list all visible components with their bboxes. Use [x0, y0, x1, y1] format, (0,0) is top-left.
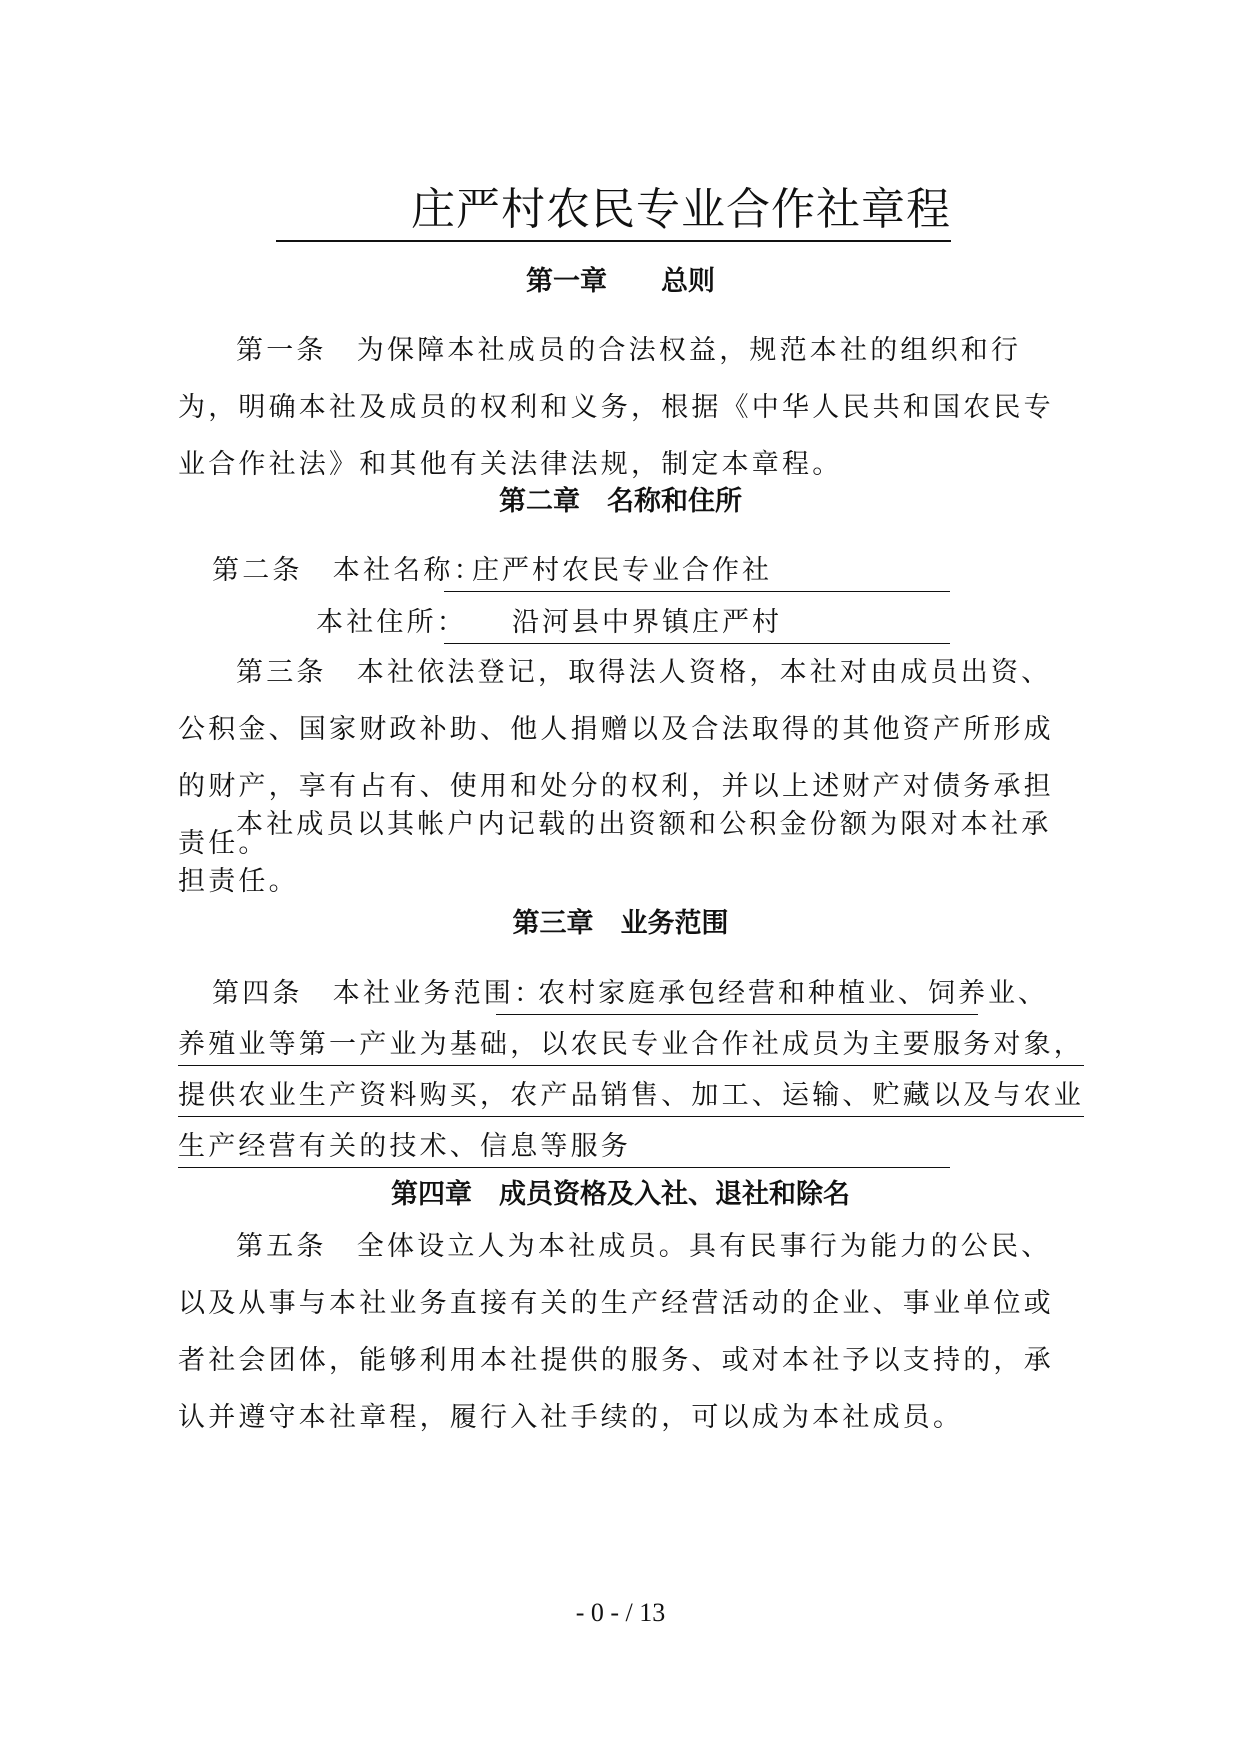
chapter-1-heading: 第一章 总则 [526, 266, 715, 297]
scope-line-1-text: 农村家庭承包经营和种植业、饲养业、 [538, 978, 1048, 1009]
article-2-label: 第二条 本社名称： [212, 555, 484, 586]
document-title [276, 180, 976, 242]
scope-line-3: 提供农业生产资料购买，农产品销售、加工、运输、贮藏以及与农业 [178, 1076, 1084, 1117]
article-5-text: 第五条 全体设立人为本社成员。具有民事行为能力的公民、以及从事与本社业务直接有关的生产经营活动的企业、事业单位或者社会团体，能够利用本社提供的服务、或对本社予以支持的，承认并遵守本社章程，履行入社手续的，可以成为本社成员。 [178, 1231, 1054, 1433]
address-label: 本社住所： [316, 607, 467, 638]
article-1 [178, 322, 1058, 493]
scope-line-4: 生产经营有关的技术、信息等服务 [178, 1127, 950, 1168]
scope-line-1 [496, 974, 1048, 1015]
address-value: 沿河县中界镇庄严村 [512, 607, 782, 638]
name-field [444, 551, 950, 592]
article-4-label: 第四条 本社业务范围： [212, 978, 545, 1009]
scope-line-2: 养殖业等第一产业为基础，以农民专业合作社成员为主要服务对象， [178, 1025, 1084, 1066]
article-5 [178, 1218, 1058, 1446]
page-number: - 0 - / 13 [575, 1598, 666, 1627]
article-3-paragraph-2-text: 本社成员以其帐户内记载的出资额和公积金份额为限对本社承担责任。 [178, 809, 1052, 897]
article-3-paragraph-2 [178, 796, 1058, 910]
document-title-text: 庄严村农民专业合作社章程 [276, 180, 951, 242]
article-3-text: 第三条 本社依法登记，取得法人资格，本社对由成员出资、公积金、国家财政补助、他人捐赠以及合法取得的其他资产所形成的财产，享有占有、使用和处分的权利，并以上述财产对债务承担责任。 [178, 657, 1054, 859]
article-1-text: 第一条 为保障本社成员的合法权益，规范本社的组织和行为，明确本社及成员的权利和义务，根据《中华人民共和国农民专业合作社法》和其他有关法律法规，制定本章程。 [178, 335, 1054, 480]
chapter-2-heading: 第二章 名称和住所 [499, 486, 742, 517]
address-field [444, 603, 950, 644]
chapter-3-heading: 第三章 业务范围 [512, 908, 729, 939]
chapter-4-heading: 第四章 成员资格及入社、退社和除名 [391, 1179, 850, 1210]
name-value: 庄严村农民专业合作社 [472, 555, 772, 586]
